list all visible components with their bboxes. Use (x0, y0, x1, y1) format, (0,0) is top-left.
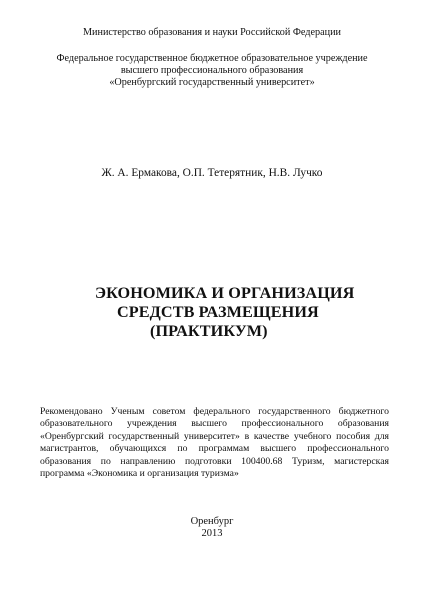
recommendation-line: программа «Экономика и организация туризма» (40, 467, 239, 479)
recommendation-line: образовательного учреждения высшего профессионального образования (40, 418, 389, 430)
institution-line-1: Федеральное государственное бюджетное образовательное учреждение (56, 53, 368, 64)
recommendation-line: Рекомендовано Ученым советом федерального государственного бюджетного (40, 406, 389, 417)
recommendation-line: магистрантов, обучающихся по программам высшего профессионального (40, 443, 389, 455)
publication-city: Оренбург (190, 516, 234, 527)
ministry-name: Министерство образования и науки Российской Федерации (82, 27, 341, 38)
book-title-line-3: (ПРАКТИКУМ) (150, 322, 268, 340)
book-title-line-2: СРЕДСТВ РАЗМЕЩЕНИЯ (117, 303, 319, 321)
recommendation-line: образования по направлению подготовки 100400.68 Туризм, магистерская (40, 455, 389, 467)
book-title-line-1: ЭКОНОМИКА И ОРГАНИЗАЦИЯ (95, 284, 355, 302)
institution-line-2: высшего профессионального образования (120, 65, 304, 76)
institution-line-3: «Оренбургский государственный университет» (109, 77, 315, 88)
recommendation-paragraph (40, 406, 389, 480)
recommendation-line: «Оренбургский государственный университет» в качестве учебного пособия для (40, 430, 389, 442)
authors: Ж. А. Ермакова, О.П. Тетерятник, Н.В. Лучко (101, 167, 323, 179)
publication-year: 2013 (201, 528, 223, 539)
